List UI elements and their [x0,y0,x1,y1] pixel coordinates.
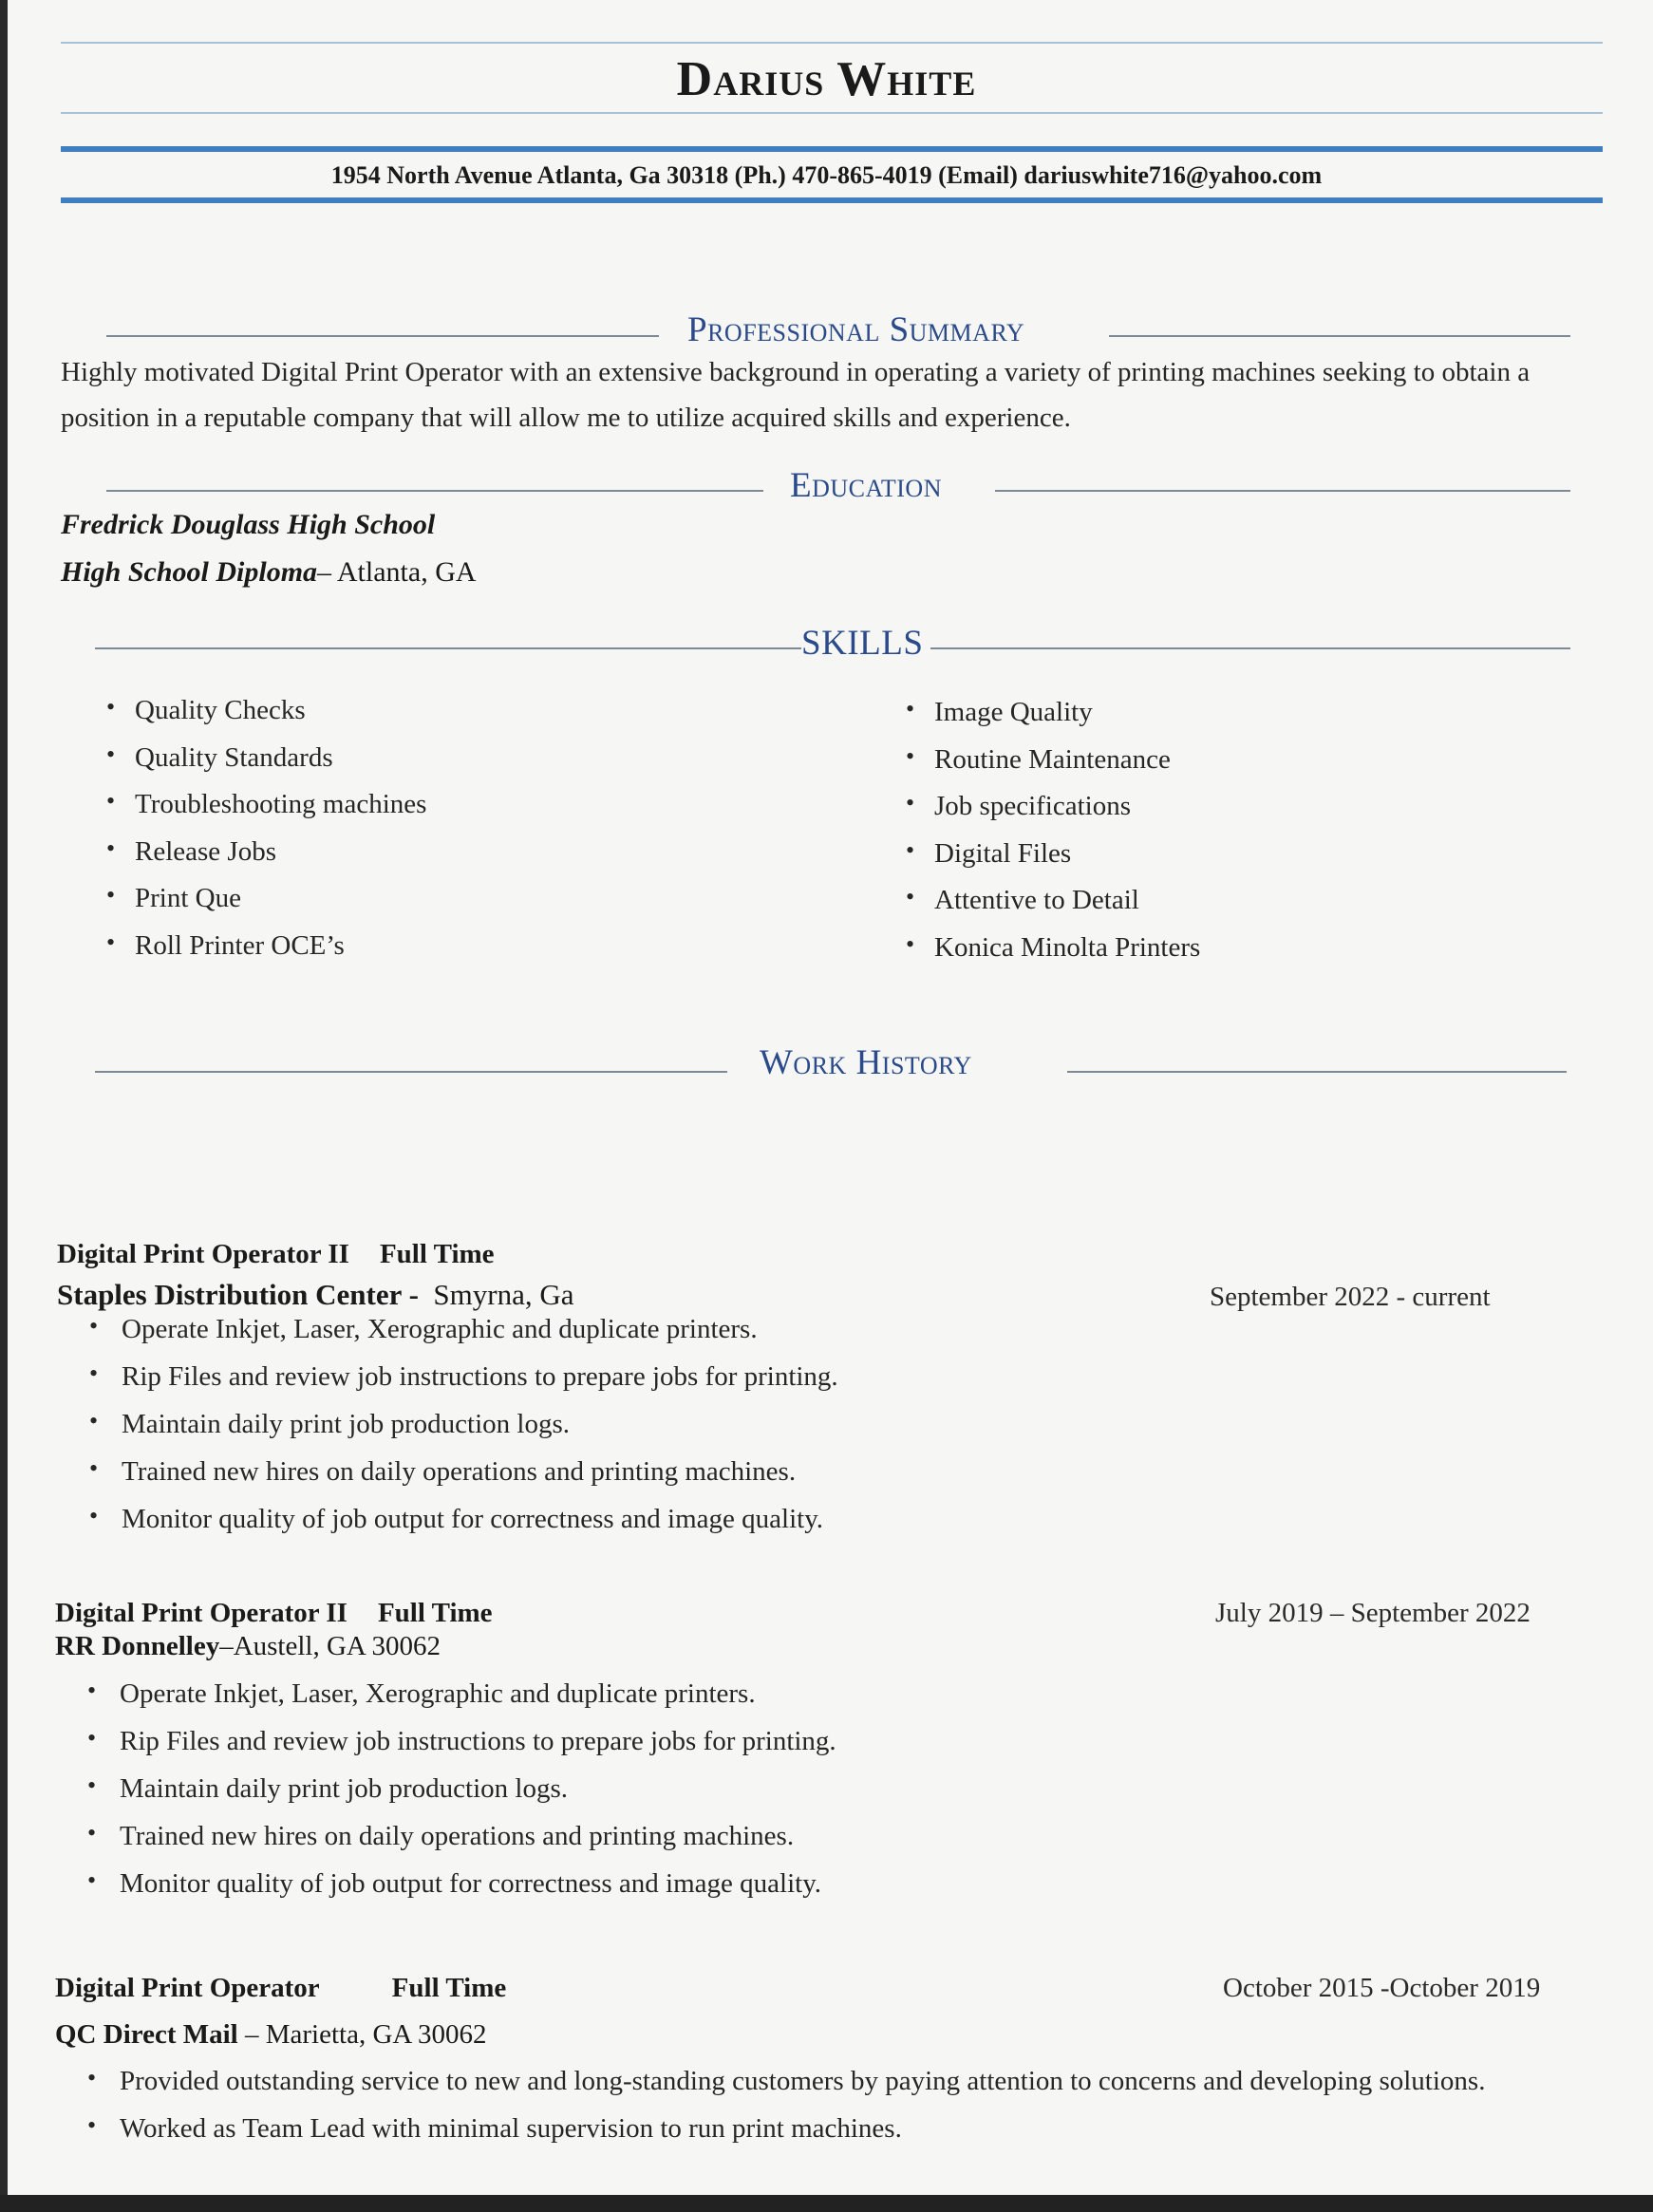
work-rule-left [95,1071,727,1073]
job-2-dates: July 2019 – September 2022 [1215,1598,1531,1628]
skills-rule-left [95,647,801,649]
job-2-company: RR Donnelley [55,1631,220,1661]
skill-item: • Attentive to Detail [906,885,1200,932]
contact-bottom-rule [61,197,1603,203]
job-2-location: –Austell, GA 30062 [219,1631,441,1661]
skill-item: • Quality Checks [106,695,426,742]
skill-item: • Digital Files [906,838,1200,886]
skill-item: • Routine Maintenance [906,744,1200,792]
duty-item: • Provided outstanding service to new and long-standing customers by paying attention to concerns and developing solutions. [87,2066,1485,2113]
duty-item: • Rip Files and review job instructions to prepare jobs for printing. [87,1726,836,1773]
photo-edge-left [0,0,8,2212]
education-rule-left [106,490,763,492]
job-3-location: – Marietta, GA 30062 [244,2019,487,2050]
job-1-dates: September 2022 - current [1210,1282,1491,1312]
job-1-company-line [57,1278,574,1312]
job-1-title-line [57,1239,495,1270]
skill-item: • Troubleshooting machines [106,789,426,836]
summary-text: Highly motivated Digital Print Operator with an extensive background in operating a variety of printing machines seeking to obtain a position in a reputable company that will allow me to utilize acquired skills and experience. [61,357,1531,433]
duty-item: • Monitor quality of job output for correctness and image quality. [87,1868,836,1916]
degree-line [61,556,477,589]
job-2-company-line [55,1631,441,1662]
duty-item: • Trained new hires on daily operations and printing machines. [89,1456,838,1504]
duty-item: • Operate Inkjet, Laser, Xerographic and duplicate printers. [89,1314,838,1361]
skill-item: • Image Quality [906,697,1200,744]
summary-rule-left [106,335,659,337]
duty-item: • Worked as Team Lead with minimal supervision to run print machines. [87,2113,1485,2161]
job-2-type: Full Time [377,1598,493,1628]
job-2-duties [87,1678,836,1916]
duty-item: • Operate Inkjet, Laser, Xerographic and duplicate printers. [87,1678,836,1726]
skills-rule-right [930,647,1570,649]
header-top-rule [61,42,1603,44]
school-name: Fredrick Douglass High School [61,509,436,540]
work-heading: Work History [760,1043,972,1082]
education-heading: Education [790,466,942,505]
duty-item: • Maintain daily print job production logs. [87,1773,836,1821]
skills-list-left [106,695,426,977]
job-3-company: QC Direct Mail [55,2019,238,2050]
duty-item: • Maintain daily print job production logs. [89,1409,838,1456]
candidate-name: Darius White [676,52,977,106]
job-3-title-line [55,1973,506,2004]
duty-item: • Monitor quality of job output for correctness and image quality. [89,1504,838,1551]
duty-item: • Rip Files and review job instructions to prepare jobs for printing. [89,1361,838,1409]
education-rule-right [995,490,1570,492]
skill-item: • Print Que [106,883,426,930]
skill-item: • Konica Minolta Printers [906,932,1200,980]
job-1-type: Full Time [379,1239,495,1269]
contact-line: 1954 North Avenue Atlanta, Ga 30318 (Ph.) 470-865-4019 (Email) dariuswhite716@yahoo.com [330,161,1323,189]
summary-heading: Professional Summary [687,310,1025,349]
skills-list-right [906,697,1200,979]
summary-rule-right [1109,335,1570,337]
job-3-type: Full Time [391,1973,507,2003]
header-rule [61,112,1603,114]
degree-location: – Atlanta, GA [317,556,477,588]
duty-item: • Trained new hires on daily operations and printing machines. [87,1821,836,1868]
skill-item: • Job specifications [906,791,1200,838]
job-1-location: Smyrna, Ga [433,1278,574,1311]
job-1-duties [89,1314,838,1551]
job-3-duties [87,2066,1485,2161]
skill-item: • Roll Printer OCE’s [106,930,426,978]
skill-item: • Quality Standards [106,742,426,790]
job-1-company: Staples Distribution Center - [57,1278,419,1311]
skills-heading: SKILLS [801,624,924,663]
contact-top-rule [61,146,1603,152]
degree-name: High School Diploma [61,556,318,588]
photo-edge-bottom [0,2195,1653,2212]
work-rule-right [1067,1071,1567,1073]
job-3-company-line [55,2019,487,2051]
job-3-title: Digital Print Operator [55,1973,320,2003]
skill-item: • Release Jobs [106,836,426,884]
job-1-title: Digital Print Operator II [57,1239,349,1269]
job-2-title-line [55,1598,493,1629]
job-3-dates: October 2015 -October 2019 [1223,1973,1541,2003]
job-2-title: Digital Print Operator II [55,1598,348,1628]
